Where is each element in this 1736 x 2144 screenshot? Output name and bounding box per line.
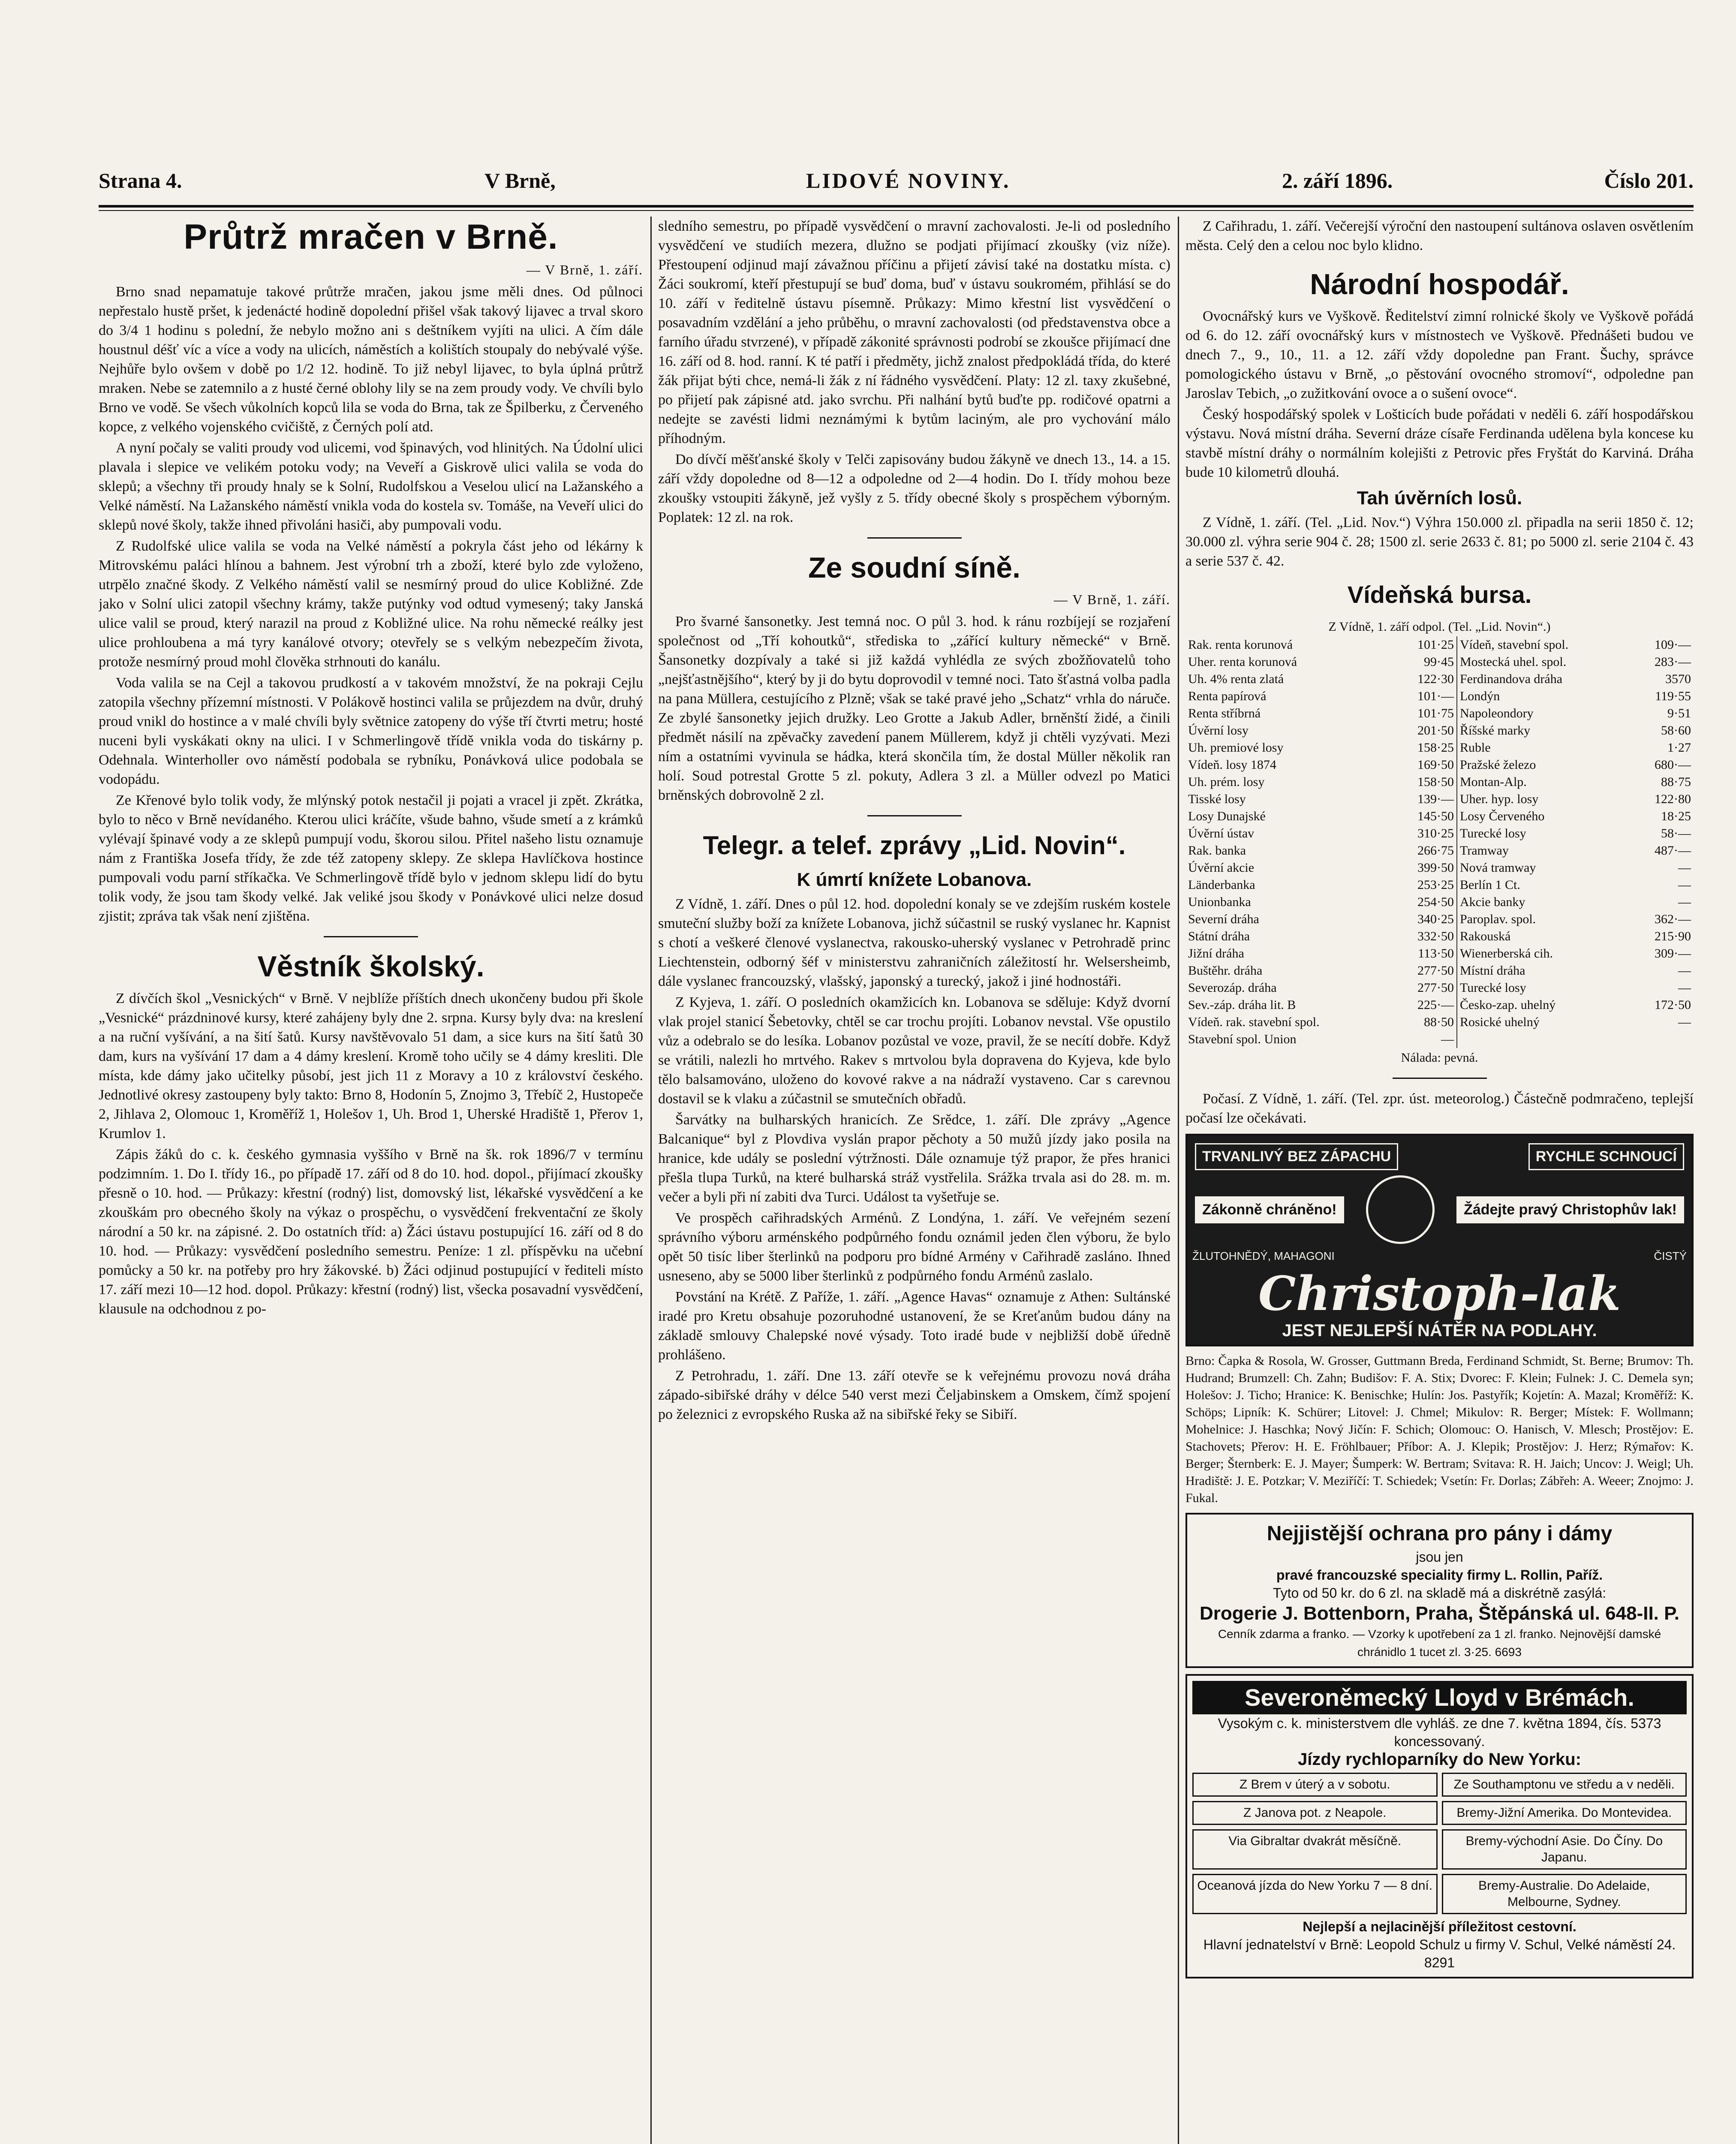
exchange-cell: Unionbanka [1188, 895, 1251, 909]
exchange-cell: 283·— [1655, 655, 1691, 669]
divider [867, 537, 962, 539]
ad-brand: Christoph-lak [1258, 1266, 1621, 1321]
route-grid [1192, 1773, 1687, 1914]
exchange-cell: Česko-zap. uhelný [1459, 998, 1556, 1012]
exchange-cell: Státní dráha [1188, 929, 1250, 943]
exchange-cell: — [1678, 895, 1691, 909]
exchange-cell: 88·50 [1393, 1014, 1457, 1031]
exchange-cell: Rakouská [1459, 929, 1511, 943]
exchange-row [1185, 739, 1694, 756]
exchange-row [1185, 705, 1694, 722]
route-cell: Bremy-Jižní Amerika. Do Montevidea. [1442, 1801, 1687, 1825]
exchange-row [1185, 859, 1694, 876]
exchange-cell: 145·50 [1393, 808, 1457, 825]
exchange-cell: 101·75 [1393, 705, 1457, 722]
divider [867, 815, 962, 816]
ad-slogan: JEST NEJLEPŠÍ NÁTĚR NA PODLAHY. [1282, 1321, 1597, 1340]
section-title-bourse: Vídeňská bursa. [1347, 581, 1532, 608]
divider [324, 936, 418, 937]
exchange-cell: 277·50 [1393, 962, 1457, 979]
ad-line: Nejlepší a nejlacinější příležitost cestovní. [1303, 1919, 1577, 1934]
ad-badge: Zákonně chráněno! [1195, 1196, 1344, 1223]
divider [1393, 1078, 1487, 1079]
section-title-telegrams: Telegr. a telef. zprávy „Lid. Novin“. [703, 831, 1126, 860]
ad-line: jsou jen [1416, 1549, 1463, 1565]
exchange-cell: Uher. renta korunová [1188, 655, 1297, 669]
subheading: Tah úvěrních losů. [1357, 488, 1522, 509]
header-rule [99, 205, 1694, 208]
article-paragraph: sledního semestru, po případě vysvědčení o mravní zachovalosti. Je-li od posledního vysvědčení ve studiích mezera, dlužno se podjati přijímací zkoušky (viz níže). Přestoupení odjinud mají závažnou příčinu a přijetí závisí také na dostatku místa. c) Žáci soukromí, kteří přestupují se buď doma, buď v ústavu soukromém, přihlásí se do 10. září v ředitelně ústavu písemně. Průkazy: Mimo křestní list vysvědčení o posavadním vzdělání a jeho průběhu, o mravní zachovalosti (od představenstva obce a farního úřadu stvrzené), v případě zákonité správnosti podrobí se zkoušce přijímací dne 16. září od 8. hod. ranní. K té patří i předměty, jichž znalost předpokládá třída, do které žák přijat býti chce, nemá-li žák z ní řádného vysvědčení. Platy: 12 zl. taxy zkušebné, po přijetí pak zápisné atd. jako svrchu. Při nalhání bytů buďte pp. rodičové opatrni a nedejte se zavésti lidmi neznámými k bytům laciným, ale pro vychování málo příhodným. [658, 218, 1170, 446]
exchange-cell: 1·27 [1667, 741, 1691, 755]
exchange-cell: Berlín 1 Ct. [1459, 878, 1520, 892]
exchange-cell: 158·25 [1393, 739, 1457, 756]
section-title-economy: Národní hospodář. [1310, 268, 1569, 301]
exchange-cell: — [1678, 981, 1691, 995]
column-rule [1178, 217, 1179, 2144]
exchange-cell: 122·30 [1393, 671, 1457, 688]
exchange-cell: Vídeň, stavební spol. [1459, 638, 1569, 652]
exchange-row [1185, 688, 1694, 705]
article-paragraph: Ovocnářský kurs ve Vyškově. Ředitelství zimní rolnické školy ve Vyškově pořádá od 6. do 12. září ovocnářský kurs v místnostech ve Vyškově. Přednášeti budou ve dnech 7., 9., 10., 11. a 12. září vždy dopoledne pan Frant. Šuchy, správce pomologického ústavu v Brně, „o pěstování ovocného stromoví“, odpoledne pan Jaroslav Tebich, „o zužitkování ovoce a o sušení ovoce“. [1185, 308, 1694, 401]
exchange-cell: 309·— [1655, 946, 1691, 961]
exchange-cell: Tramway [1459, 843, 1509, 858]
header-rule-thin [99, 210, 1694, 211]
bourse-mood: Nálada: pevná. [1401, 1051, 1478, 1065]
exchange-cell: 58·60 [1661, 723, 1691, 738]
exchange-cell: Úvěrní losy [1188, 723, 1249, 738]
exchange-cell: Turecké losy [1459, 981, 1526, 995]
exchange-row [1185, 825, 1694, 842]
route-cell: Bremy-Australie. Do Adelaide, Melbourne, Sydney. [1442, 1874, 1687, 1914]
route-cell: Z Janova pot. z Neapole. [1192, 1801, 1438, 1825]
article-paragraph: Voda valila se na Cejl a takovou prudkostí a v takovém množství, že na pokraji Cejlu zatopila všechny přízemní místnosti. V Polákově hostinci valila se průjezdem na dvůr, druhý proud vnikl do hostince a v malé chvíli byly světnice zatopeny do výše tří čtvrti metru; hosté nuceni byli vyskákati okny na ulici. I v Schmerlingově třídě vnikla voda do tiskárny p. Odehnala. Winterholler ovo náměstí podobala se rybníku, Ponávková ulice podobala se vodopádu. [99, 675, 643, 787]
exchange-row [1185, 774, 1694, 791]
exchange-cell: 58·— [1661, 826, 1691, 840]
exchange-cell: Uh. prém. losy [1188, 775, 1265, 789]
ad-line: Drogerie J. Bottenborn, Praha, Štěpánská ul. 648-II. P. [1199, 1603, 1680, 1624]
article-paragraph: Zápis žáků do c. k. českého gymnasia vyššího v Brně na šk. rok 1896/7 v termínu podzimním. 1. Do I. třídy 16., po případě 17. září od 8 do 10. hod. dopol., přijímací zkoušky přesně o 10. hod. — Průkazy: křestní (rodný) list, domovský list, lékařské vysvědčení a ke zkouškám pro obecného školy na výkaz o prospěchu, o vysvědčení frekventační ze školy národní a 50 kr. na zápisné. 2. Do ostatních tříd: a) Žáci ústavu postupující 16. září od 8 do 10. hod. — Průkazy: vysvědčení posledního semestru. Peníze: 1 zl. příspěvku na učební pomůcky a 50 kr. na potřeby pro hry žákovské. b) Žáci odjinud postupující v řediteli místo 17. září mezi 10—12 hod. dopol. Průkazy: křestní (rodný) list, všecka posavadní vysvědčení, klausule na odchodnou z po- [99, 1147, 643, 1317]
article-paragraph: Ve prospěch cařihradských Arménů. Z Londýna, 1. září. Ve veřejném sezení správního výboru arménského podpůrného fondu oznámil jeden člen výboru, že bylo opět 50 tisíc liber šterlinků na podporu pro bídné Armény v Cařihradě zasláno. Ihned usneseno, aby se 5000 liber šterlinků z podpůrného fondu Arménů zaslalo. [658, 1210, 1170, 1284]
ad-line: pravé francouzské speciality firmy L. Rollin, Paříž. [1276, 1567, 1603, 1583]
column-1 [99, 217, 643, 2144]
exchange-cell: Pražské železo [1459, 758, 1536, 772]
column-rule [650, 217, 652, 2144]
exchange-cell: — [1678, 1015, 1691, 1029]
seal-icon [1366, 1175, 1435, 1244]
exchange-cell: 201·50 [1393, 722, 1457, 739]
exchange-row [1185, 911, 1694, 928]
exchange-cell: Tisské losy [1188, 792, 1246, 806]
article-paragraph: Z Vídně, 1. září. (Tel. „Lid. Nov.“) Výhra 150.000 zl. připadla na serii 1850 č. 12; 30.000 zl. výhra serie 904 č. 28; 1500 zl. serie 2633 č. 81; po 5000 zl. serie 2104 č. 43 a serie 537 č. 42. [1185, 515, 1694, 569]
exchange-row [1185, 842, 1694, 859]
ad-badge: RYCHLE SCHNOUCÍ [1528, 1143, 1684, 1170]
exchange-row [1185, 722, 1694, 739]
article-paragraph: Do dívčí měšťanské školy v Telči zapisovány budou žákyně ve dnech 13., 14. a 15. září vždy dopoledne od 8—12 a odpoledne od 2—4 hodin. Do I. třídy mohou beze zkoušky vstoupiti žákyně, jež vyšly z 5. třídy obecné školy s prospěchem výborným. Poplatek: 12 zl. na rok. [658, 452, 1170, 525]
exchange-cell: 254·50 [1393, 894, 1457, 911]
exchange-row [1185, 876, 1694, 894]
exchange-row [1185, 945, 1694, 962]
exchange-cell: Stavební spol. Union [1188, 1032, 1297, 1046]
masthead-title: LIDOVÉ NOVINY. [806, 169, 1011, 193]
ad-badge: Žádejte pravý Christophův lak! [1456, 1196, 1684, 1223]
ad-side-label: ŽLUTOHNĚDÝ, MAHAGONI [1192, 1250, 1335, 1262]
exchange-cell: Jižní dráha [1188, 946, 1244, 961]
ad-line: Cenník zdarma a franko. — Vzorky k upotřebení za 1 zl. franko. Nejnovější damské chránidlo 1 tucet zl. 3·25. 6693 [1218, 1627, 1661, 1659]
exchange-cell: Paroplav. spol. [1459, 912, 1536, 926]
exchange-cell: Rak. banka [1188, 843, 1246, 858]
ad-line: Tyto od 50 kr. do 6 zl. na skladě má a diskrétně zasýlá: [1273, 1585, 1607, 1601]
exchange-cell: 399·50 [1393, 859, 1457, 876]
exchange-row [1185, 997, 1694, 1014]
exchange-cell: 9·51 [1667, 706, 1691, 720]
exchange-cell: Londýn [1459, 689, 1500, 703]
exchange-cell: 266·75 [1393, 842, 1457, 859]
exchange-cell: Napoleondory [1459, 706, 1534, 720]
exchange-cell: 169·50 [1393, 756, 1457, 774]
article-paragraph: Z dívčích škol „Vesnických“ v Brně. V nejblíže příštích dnech ukončeny budou při škole „Vesnické“ prázdninové kursy, které zahájeny byly dne 2. srpna. Kursy byly dva: na kreslení a na ruční vyšívání, a na šití šatů. Kursy navštěvovalo 51 dam, a sice kurs na šití šatů 30 dam, kurs na vyšívání 17 dam a 4 dámy kreslení. Kromě toho učily se 4 dámy kresliti. Dle místa, kde dámy jako učitelky působí, jest jich 11 z Moravy a 10 z království českého. Jednotlivé okresy zastoupeny byly takto: Brno 8, Hodonín 5, Znojmo 3, Třebíč 2, Hustopeče 2, Jihlava 2, Olomouc 1, Kroměříž 1, Holešov 1, Uh. Brod 1, Uherské Hradiště 1, Přerov 1, Krumlov 1. [99, 991, 643, 1141]
bourse-dateline: Z Vídně, 1. září odpol. (Tel. „Lid. Novin“.) [1328, 620, 1551, 634]
exchange-row [1185, 636, 1694, 653]
exchange-cell: Ruble [1459, 741, 1491, 755]
exchange-cell: Vídeň. rak. stavební spol. [1188, 1015, 1320, 1029]
ad-line: Vysokým c. k. ministerstvem dle vyhláš. ze dne 7. května 1894, čís. 5373 koncessovaný. [1218, 1716, 1661, 1749]
exchange-cell: — [1678, 861, 1691, 875]
ad-badge: TRVANLIVÝ BEZ ZÁPACHU [1195, 1143, 1398, 1170]
article-paragraph: Šarvátky na bulharských hranicích. Ze Srědce, 1. září. Dle zprávy „Agence Balcanique“ byl z Plovdiva vyslán prapor pěchoty a 50 mužů jízdy jako posila na hranice, kde udály se poslední výtržnosti. Dále oznamuje týž prapor, že přes hranici přešla tlupa Turků, na které bulharská stráž vystřelila. Srážka trvala asi do 28. m. m. večer a byli při ní zabiti dva Turci. Událost ta vyšetřuje se. [658, 1112, 1170, 1205]
exchange-row [1185, 894, 1694, 911]
exchange-cell: 158·50 [1393, 774, 1457, 791]
ad-line: Hlavní jednatelství v Brně: Leopold Schulz u firmy V. Schul, Velké náměstí 24. 8291 [1203, 1937, 1676, 1970]
exchange-cell: 109·— [1655, 638, 1691, 652]
exchange-cell: Severozáp. dráha [1188, 981, 1277, 995]
exchange-row [1185, 671, 1694, 688]
exchange-cell: Sev.-záp. dráha lit. B [1188, 998, 1296, 1012]
exchange-cell: Rosické uhelný [1459, 1015, 1540, 1029]
column-2 [658, 217, 1170, 2144]
article-paragraph: Z Kyjeva, 1. září. O posledních okamžicích kn. Lobanova se sděluje: Když dvorní vlak projel stanicí Šebetovky, chtěl se car trochu projíti. Lobanov nevstal. Vše opustilo vůz a odebralo se do lesíka. Lobanov pozůstal ve voze, pravil, že se necítí dobře. Když se vrátili, nalezli ho mrtvého. Rakev s mrtvolou byla dopravena do Kyjeva, kde bylo tělo balsamováno, uloženo do kovové rakve a na nádraží vystaveno. Car s carevnou dostavil se k vlaku a zúčastnil se smutečních obřadů. [658, 994, 1170, 1107]
ad-side-label: ČISTÝ [1654, 1250, 1687, 1262]
exchange-cell: 253·25 [1393, 876, 1457, 894]
column-3 [1185, 217, 1694, 2144]
exchange-cell: — [1393, 1031, 1457, 1048]
exchange-cell: — [1678, 964, 1691, 978]
exchange-row [1185, 979, 1694, 997]
article-paragraph: Pro švarné šansonetky. Jest temná noc. O půl 3. hod. k ránu rozbíjejí se rozjaření společnost od „Tří kohoutků“, střediska to „zářící kultury německé“ v Brně. Šansonetky dozpívaly a také si již každá vyhlédla ze svých zbožňovatelů toho „nejšťastnějšího“, který by ji do bytu doprovodil v temné noci. Tato šťastná volba padla na pana Müllera, cestujícího z Plzně; však se také pravé jeho „Schatz“ vrhla do náruče. Ze zbylé šansonetky jejich družky. Leo Grotte a Jakub Adler, brněnští židé, a činili předmět násilí na zpěvačky zavedení panem Müllerem, když ji chtěli vyzývati. Mezi ním a ostatními vyvinula se hádka, která skončila tím, že dostal Müller několik ran holí. Soud potrestal Grotte 5 zl. pokuty, Adlera 3 zl. a Müller odvezl po Matici brněnských dobrovolně 2 zl. [658, 614, 1170, 803]
place-label: V Brně, [484, 169, 556, 193]
exchange-cell: 332·50 [1393, 928, 1457, 945]
exchange-cell: Wienerberská cih. [1459, 946, 1553, 961]
route-cell: Via Gibraltar dvakrát měsíčně. [1192, 1829, 1438, 1870]
exchange-cell: Vídeň. losy 1874 [1188, 758, 1276, 772]
article-paragraph: Český hospodářský spolek v Lošticích bude pořádati v neděli 6. září hospodářskou výstavu. Nová místní dráha. Severní dráze císaře Ferdinanda udělena byla koncese ku stavbě místní dráhy o normálním kolejišti z Petrovic přes Fryštát do Karviná. Dráha bude 10 kilometrů dlouhá. [1185, 407, 1694, 480]
exchange-cell: 113·50 [1393, 945, 1457, 962]
route-cell: Ze Southamptonu ve středu a v neděli. [1442, 1773, 1687, 1797]
ad-line: Jízdy rychloparníky do New Yorku: [1298, 1750, 1581, 1769]
exchange-cell: 225·— [1393, 997, 1457, 1014]
route-cell: Oceanová jízda do New Yorku 7 — 8 dní. [1192, 1874, 1438, 1914]
exchange-cell: 139·— [1393, 791, 1457, 808]
exchange-cell: 215·90 [1655, 929, 1691, 943]
exchange-cell: Ferdinandova dráha [1459, 672, 1563, 686]
exchange-cell: Úvěrní akcie [1188, 861, 1255, 875]
article-paragraph: Z Cařihradu, 1. září. Večerejší výroční den nastoupení sultánova oslaven osvětlením města. Celý den a celou noc bylo klidno. [1185, 218, 1694, 253]
exchange-row [1185, 791, 1694, 808]
issue-date: 2. září 1896. [1282, 169, 1393, 193]
exchange-cell [1457, 1031, 1631, 1048]
exchange-cell: Nová tramway [1459, 861, 1536, 875]
exchange-cell: Uh. premiové losy [1188, 741, 1284, 755]
weather-report: Počasí. Z Vídně, 1. září. (Tel. zpr. úst. meteorolog.) Částečně podmračeno, teplejší počasí lze očekávati. [1185, 1091, 1694, 1126]
exchange-cell: 101·— [1393, 688, 1457, 705]
exchange-cell: Turecké losy [1459, 826, 1526, 840]
section-title-court: Ze soudní síně. [808, 551, 1020, 584]
exchange-cell: Renta papírová [1188, 689, 1267, 703]
exchange-cell: 310·25 [1393, 825, 1457, 842]
exchange-row [1185, 1031, 1694, 1048]
exchange-cell: Uher. hyp. losy [1459, 792, 1539, 806]
exchange-cell: Losy Dunajské [1188, 809, 1266, 823]
exchange-row [1185, 928, 1694, 945]
article-paragraph: Z Petrohradu, 1. září. Dne 13. září otevře se k veřejnému provozu nová dráha západo-sibiřské dráhy v délce 540 verst mezi Čeljabinskem a Omskem, čímž spojení po železnici z evropského Ruska až na sibiřské řeky se Sibiří. [658, 1368, 1170, 1422]
issue-number: Číslo 201. [1604, 169, 1694, 193]
exchange-cell: Uh. 4% renta zlatá [1188, 672, 1284, 686]
exchange-cell: 340·25 [1393, 911, 1457, 928]
exchange-table [1185, 636, 1694, 1048]
exchange-cell: — [1678, 878, 1691, 892]
exchange-cell: Místní dráha [1459, 964, 1525, 978]
ad-title: Nejjistější ochrana pro pány i dámy [1267, 1522, 1613, 1545]
exchange-cell: Buštěhr. dráha [1188, 964, 1263, 978]
running-head [99, 168, 1694, 202]
exchange-cell: 122·80 [1655, 792, 1691, 806]
exchange-cell: 18·25 [1661, 809, 1691, 823]
exchange-cell: 487·— [1655, 843, 1691, 858]
exchange-cell: 99·45 [1393, 653, 1457, 671]
ad-lloyd [1185, 1674, 1694, 1978]
exchange-row [1185, 808, 1694, 825]
article-paragraph: A nyní počaly se valiti proudy vod ulicemi, vod špinavých, vod hlinitých. Na Údolní ulici plavala i slepice ve velikém potoku vody; na Veveří a Giskrově ulici valila se voda do sklepů; a všechny tři proudy hnaly se k Solní, Rudolfskou a Veselou ulicí na Lažanského a Velké náměstí. Na Lažanského náměstí vnikla voda do kostela sv. Tomáše, na Veveří ulici do sklepů nové školy, takže ihned přivoláni hasiči, aby pumpovali vodu. [99, 440, 643, 533]
exchange-cell: Montan-Alp. [1459, 775, 1527, 789]
exchange-cell: 119·55 [1655, 689, 1691, 703]
exchange-cell: 101·25 [1393, 636, 1457, 653]
exchange-cell: 3570 [1665, 672, 1691, 686]
dateline: — V Brně, 1. září. [1053, 592, 1170, 607]
article-paragraph: Povstání na Krétě. Z Paříže, 1. září. „Agence Havas“ oznamuje z Athen: Sultánské iradé pro Kretu obsahuje pozoruhodné ustanovení, že se Kreťanům budou dány na základě smlouvy Chalepské nové výsady. Toto iradé bude v nejbližší době úředně prohlášeno. [658, 1289, 1170, 1363]
exchange-cell: 362·— [1655, 912, 1691, 926]
exchange-cell: 172·50 [1655, 998, 1691, 1012]
dateline: — V Brně, 1. září. [526, 262, 643, 277]
ad-rollin [1185, 1513, 1694, 1668]
page-number: Strana 4. [99, 169, 182, 193]
exchange-cell: Mostecká uhel. spol. [1459, 655, 1567, 669]
exchange-cell: 680·— [1655, 758, 1691, 772]
exchange-cell: Severní dráha [1188, 912, 1259, 926]
exchange-cell: Losy Červeného [1459, 809, 1545, 823]
exchange-cell [1631, 1031, 1694, 1048]
ad-dealer-list: Brno: Čapka & Rosola, W. Grosser, Guttmann Breda, Ferdinand Schmidt, St. Berne; Brumov: Th. Hudrand; Brumzell: Ch. Zahn; Budišov: F. A. Stix; Dvorec: F. Klein; Fulnek: J. C. Demela syn; Holešov: J. Ticho; Hranice: K. Benischke; Hulín: Jos. Pastyřík; Kojetín: A. Mazal; Kroměříž: K. Schöps; Lipník: K. Schürer; Litovel: J. Chmel; Mikulov: R. Berger; Místek: F. Wollmann; Mohelnice: J. Haschka; Nový Jičín: F. Schich; Olomouc: O. Hanisch, V. Mlesch; Prostějov: E. Stachovets; Přerov: H. E. Fröhlbauer; Příbor: A. J. Klepik; Prostějov: J. Herz; Rýmařov: K. Berger; Šternberk: E. J. Mayer; Šumperk: W. Bertram; Svitava: R. H. Jaich; Uncov: J. Weigl; Uh. Hradiště: J. E. Potzkar; V. Meziříčí: T. Schiedek; Vsetín: Fr. Dorlas; Zábřeh: A. Weeer; Znojmo: J. Fukal. [1185, 1354, 1694, 1505]
exchange-cell: Akcie banky [1459, 895, 1525, 909]
exchange-cell: Úvěrní ústav [1188, 826, 1255, 840]
article-paragraph: Z Vídně, 1. září. Dnes o půl 12. hod. dopolední konaly se ve zdejším ruském kostele smuteční služby boží za knížete Lobanova, jichž súčastnil se ruský vyslanec hr. Kapnist s chotí a veškeré členové vyslanectva, rakousko-uherský vyslanec v Petrohradě princ Liechtenstein, odborný šéf v ministerstvu zahraničních záležitostí hr. Welsersheimb, dále vyslanec francouzský, vlašský, japonský a turecký, jakož i jiné hodnostáři. [658, 896, 1170, 989]
exchange-cell: Rak. renta korunová [1188, 638, 1293, 652]
route-cell: Z Brem v úterý a v sobotu. [1192, 1773, 1438, 1797]
exchange-row [1185, 1014, 1694, 1031]
exchange-row [1185, 962, 1694, 979]
article-paragraph: Z Rudolfské ulice valila se voda na Velké náměstí a pokryla část jeho od lékárny k Mitrovskému paláci hlínou a bahnem. Jest výrobní trh a zboží, které bylo zde vyloženo, utrpělo značné škody. Z Velkého náměstí valil se nesmírný proud do ulice Kobližné. Zde jako v Solní ulici zatopil všechny krámy, takže putýnky vod odtud vymesený; taky Janská ulice valil se proud, který narazil na proud z Kobližné ulice. Na rohu německé reálky jest ulice prohloubena a má tyry kanálové otvory; otevřely se s velkým nebezpečím života, protože nesmírný proud mohl člověka strhnouti do kanálu. [99, 538, 643, 670]
exchange-cell: Länderbanka [1188, 878, 1255, 892]
article-paragraph: Ze Křenové bylo tolik vody, že mlýnský potok nestačil ji pojati a vracel ji zpět. Zkrátka, bylo to něco v Brně nevídaného. Kterou ulici kráčíte, všude bahno, všude smetí a z krámků vylévají špinavé vody a ze sklepů pumpují vodu, škorou silou. Přitel našeho listu oznamuje nám z Františka Josefa třídy, že zde též zatopeny sklepy. Ze sklepa Havlíčkova hostince pumpovali vodu parní stříkačka. Ve Schmerlingově třídě bylo v jednom sklepu lidí do bytu tolik vody, že jsou tam škody velké. Jak veliké jsou škody v Ponávkové ulici nelze dosud zjistit; zpráva tak však není zjištěna. [99, 792, 643, 924]
route-cell: Bremy-východní Asie. Do Číny. Do Japanu. [1442, 1829, 1687, 1870]
exchange-cell: Říšské marky [1459, 723, 1531, 738]
subheading: K úmrtí knížete Lobanova. [797, 869, 1032, 890]
exchange-row [1185, 653, 1694, 671]
article-title-cloudburst: Průtrž mračen v Brně. [184, 217, 558, 256]
ad-title: Severoněmecký Lloyd v Brémách. [1192, 1681, 1687, 1714]
article-paragraph: Brno snad nepamatuje takové průtrže mračen, jakou jsme měli dnes. Od půlnoci nepřestalo hustě pršet, k jedenácté hodině dopolední přišel však takový lijavec a trval skoro do 3/4 1 hodinu s polední, že nebylo možno ani s deštníkem vyjíti na ulici. A čím dále houstnul déšť víc a více a vody na ulicích, náměstích a kolištích stoupaly do nebývalé výše. Nejhůře bylo ovšem v době po 1/2 12. hodině. To již nebyl lijavec, to byla úplná průtrž mraken. Nebe se zatemnilo a z husté černé oblohy lily se na zem proudy vody. Ve chvíli bylo Brno ve vodě. Se všech vůkolních kopců lila se voda do Brna, tak ze Špilberku, z Červeného kopce, z velkého vojenského cvičiště, z Černých polí atd. [99, 284, 643, 435]
section-title-school: Věstník školský. [257, 950, 484, 983]
ad-christoph-lak [1185, 1134, 1694, 1346]
exchange-cell: 88·75 [1661, 775, 1691, 789]
exchange-cell: Renta stříbrná [1188, 706, 1261, 720]
exchange-cell: 277·50 [1393, 979, 1457, 997]
exchange-row [1185, 756, 1694, 774]
